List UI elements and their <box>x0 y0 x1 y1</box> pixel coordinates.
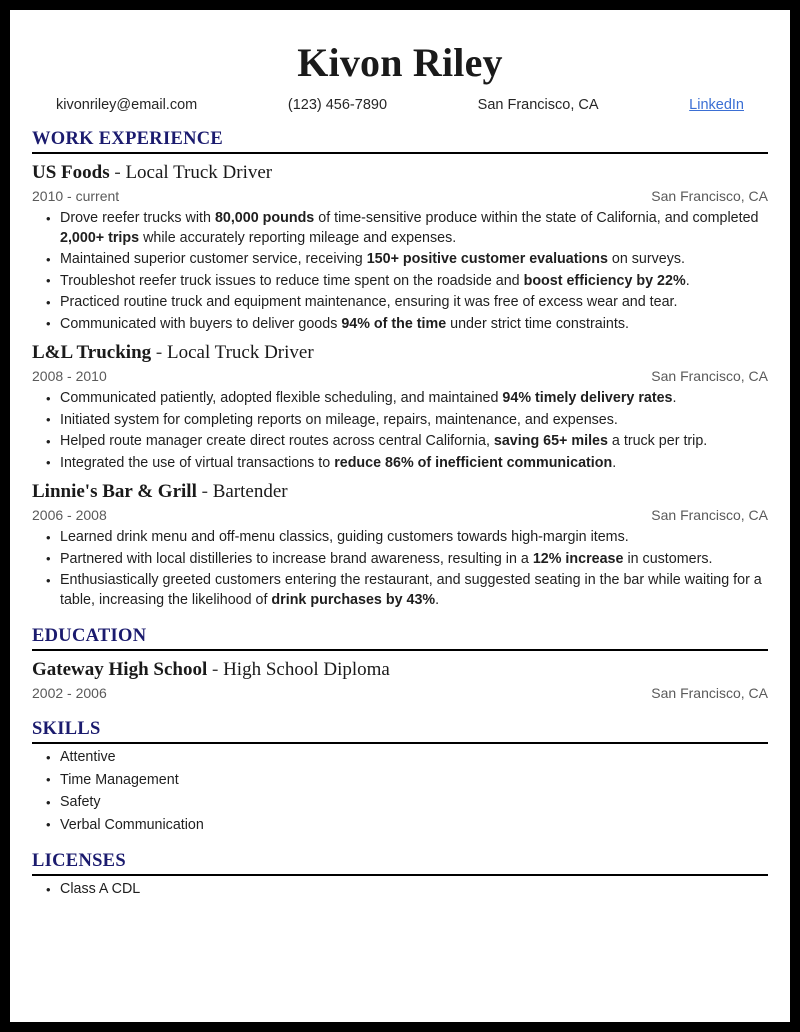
bullet-item <box>32 389 768 409</box>
bullet-text: on surveys. <box>607 251 685 267</box>
entry-title <box>32 658 768 682</box>
entry-location: San Francisco, CA <box>651 507 768 523</box>
section-work-experience <box>32 129 768 610</box>
entry-bullet-list <box>32 209 768 334</box>
entry-separator: - <box>114 162 121 183</box>
bullet-item <box>32 250 768 270</box>
contact-email: kivonriley@email.com <box>56 97 198 113</box>
bullet-text: of time-sensitive produce within the state of California, and completed <box>314 210 759 226</box>
bullet-text: Troubleshot reefer truck issues to reduce time spent on the roadside and <box>60 272 524 289</box>
bullet-text: . <box>435 591 440 608</box>
resume-page <box>10 10 790 1022</box>
entry-organization: Gateway High School <box>32 659 208 680</box>
section-licenses <box>32 851 768 900</box>
bullet-text: Initiated system for completing reports on mileage, repairs, maintenance, and expenses. <box>60 411 618 428</box>
section-rule <box>32 874 768 876</box>
section-list-skills <box>32 748 768 835</box>
entry-bullet-list <box>32 389 768 473</box>
entry-title <box>32 161 768 185</box>
bullet-item <box>32 272 768 292</box>
entry-location: San Francisco, CA <box>651 368 768 384</box>
bullet-highlight: drink purchases by 43% <box>271 591 436 608</box>
entry-dates: 2006 - 2008 <box>32 507 107 523</box>
contact-linkedin[interactable]: LinkedIn <box>689 97 744 113</box>
entry-role: Local Truck Driver <box>125 162 273 183</box>
section-education <box>32 626 768 703</box>
bullet-item <box>32 550 768 570</box>
bullet-highlight: boost efficiency by 22% <box>523 272 686 289</box>
section-heading-licenses: LICENSES <box>32 851 126 871</box>
entry-separator: - <box>201 481 208 502</box>
bullet-text: Communicated patiently, adopted flexible scheduling, and maintained <box>60 390 503 406</box>
bullet-text: Partnered with local distilleries to increase brand awareness, resulting in a <box>60 550 533 567</box>
bullet-text: Maintained superior customer service, receiving <box>60 251 367 267</box>
bullet-text: Learned drink menu and off-menu classics, guiding customers towards high-margin items. <box>60 529 629 545</box>
bullet-text: . <box>685 272 690 289</box>
section-skills <box>32 719 768 835</box>
section-rule <box>32 152 768 154</box>
entry-location: San Francisco, CA <box>651 188 768 204</box>
entry-organization: Linnie's Bar & Grill <box>32 481 197 502</box>
bullet-highlight: 150+ positive customer evaluations <box>366 251 608 267</box>
bullet-text: Practiced routine truck and equipment maintenance, ensuring it was free of excess wear and tear. <box>60 294 678 310</box>
list-item: • Verbal Communication <box>32 816 768 836</box>
bullet-highlight: 94% timely delivery rates <box>502 390 673 406</box>
entry-role: Bartender <box>212 481 288 502</box>
entry-separator: - <box>211 659 219 680</box>
bullet-text: under strict time constraints. <box>446 315 629 332</box>
entry-meta <box>32 684 768 703</box>
bullet-highlight: 94% of the time <box>341 315 447 332</box>
entry-meta <box>32 367 768 386</box>
list-item: • Attentive <box>32 748 768 768</box>
bullet-highlight: 2,000+ trips <box>60 229 140 246</box>
contact-location: San Francisco, CA <box>477 97 599 113</box>
entry-role: High School Diploma <box>223 659 390 680</box>
entry-organization: L&L Trucking <box>32 342 152 363</box>
entry <box>32 480 768 610</box>
bullet-text: Helped route manager create direct routes across central California, <box>60 433 494 449</box>
contact-row <box>56 97 744 113</box>
bullet-item <box>32 315 768 335</box>
list-item: • Time Management <box>32 771 768 791</box>
section-rule <box>32 649 768 651</box>
list-item: • Safety <box>32 793 768 813</box>
bullet-item <box>32 528 768 548</box>
section-heading-work-experience: WORK EXPERIENCE <box>32 129 224 149</box>
contact-phone: (123) 456-7890 <box>287 97 388 113</box>
bullet-text: Integrated the use of virtual transactions to <box>60 454 335 471</box>
entry-title <box>32 341 768 365</box>
bullet-highlight: reduce 86% of inefficient communication <box>334 454 613 471</box>
list-item: • Class A CDL <box>32 880 768 900</box>
entry <box>32 341 768 473</box>
entry-separator: - <box>155 342 163 363</box>
bullet-text: . <box>672 390 677 406</box>
section-list-licenses <box>32 880 768 900</box>
entry-location: San Francisco, CA <box>651 685 768 701</box>
entry-organization: US Foods <box>32 162 110 183</box>
section-rule <box>32 742 768 744</box>
entry-meta <box>32 506 768 525</box>
resume-content <box>10 10 790 900</box>
entry <box>32 658 768 703</box>
bullet-text: a truck per trip. <box>607 433 708 449</box>
section-heading-skills: SKILLS <box>32 719 101 739</box>
bullet-highlight: saving 65+ miles <box>493 433 608 449</box>
entry-role: Local Truck Driver <box>166 342 314 363</box>
entry-bullet-list <box>32 528 768 610</box>
entry-meta <box>32 187 768 206</box>
bullet-item <box>32 293 768 313</box>
entry <box>32 161 768 334</box>
entry-dates: 2002 - 2006 <box>32 685 107 701</box>
bullet-item <box>32 209 768 248</box>
bullet-text: in customers. <box>623 550 713 567</box>
section-heading-education: EDUCATION <box>32 626 147 646</box>
bullet-item <box>32 454 768 474</box>
bullet-text: . <box>612 454 617 471</box>
bullet-highlight: 80,000 pounds <box>214 210 315 226</box>
page-title: Kivon Riley <box>297 40 503 85</box>
bullet-text: while accurately reporting mileage and expenses. <box>139 229 457 246</box>
bullet-highlight: 12% increase <box>532 550 624 567</box>
bullet-item <box>32 411 768 431</box>
entry-dates: 2008 - 2010 <box>32 368 107 384</box>
entry-dates: 2010 - current <box>32 188 120 204</box>
bullet-text: Communicated with buyers to deliver goods <box>60 315 342 332</box>
bullet-text: Drove reefer trucks with <box>60 210 215 226</box>
entry-title <box>32 480 768 504</box>
bullet-item <box>32 571 768 610</box>
bullet-text: Enthusiastically greeted customers entering the restaurant, and suggested seating in the bar while waiting for a table, increasing the likelihood of <box>60 572 762 608</box>
bullet-item <box>32 432 768 452</box>
